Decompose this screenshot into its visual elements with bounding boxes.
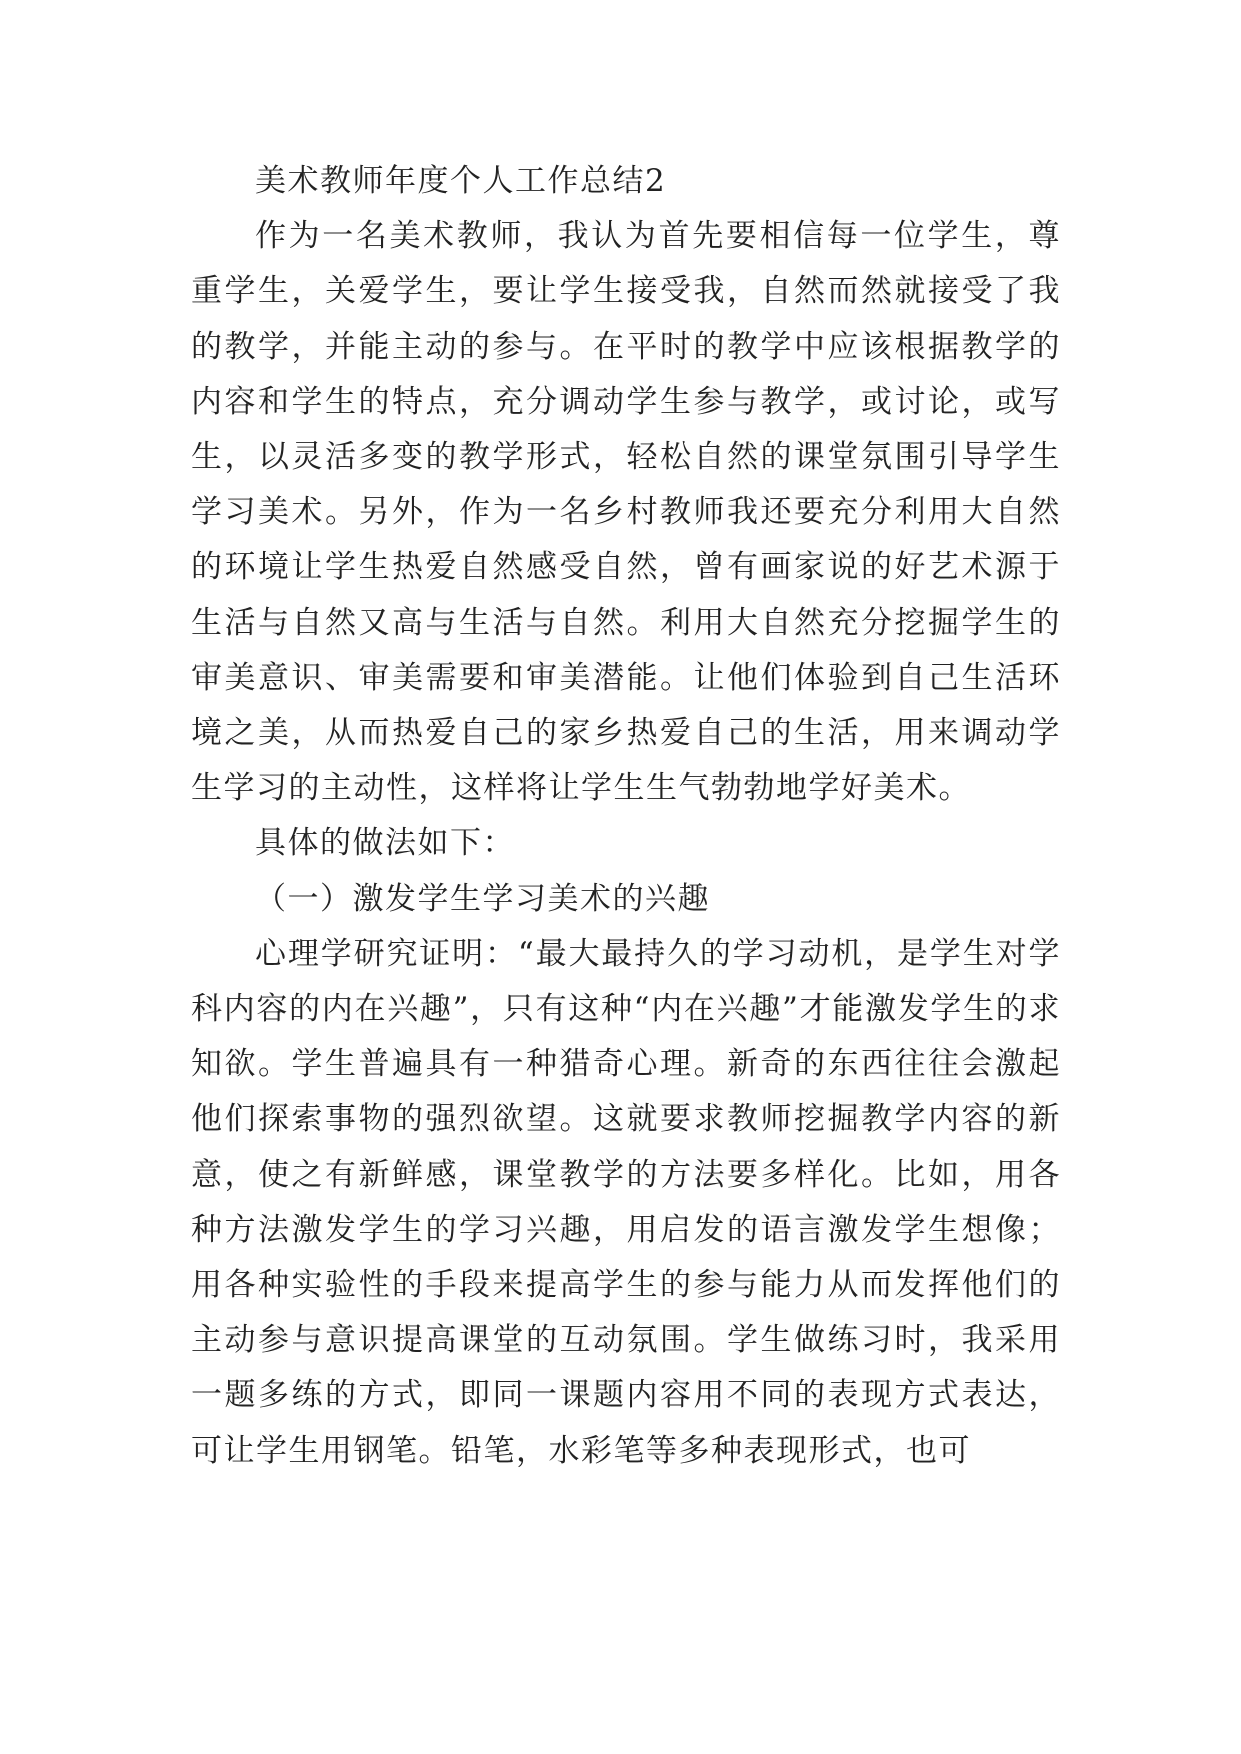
paragraph-interest: 心理学研究证明：“最大最持久的学习动机，是学生对学科内容的内在兴趣”，只有这种“内在兴趣”才能激发学生的求知欲。学生普遍具有一种猎奇心理。新奇的东西往往会激起他们探索事物的强烈欲望。这就要求教师挖掘教学内容的新意，使之有新鲜感，课堂教学的方法要多样化。比如，用各种方法激发学生的学习兴趣，用启发的语言激发学生想像；用各种实验性的手段来提高学生的参与能力从而发挥他们的主动参与意识提高课堂的互动氛围。学生做练习时，我采用一题多练的方式，即同一课题内容用不同的表现方式表达，可让学生用钢笔。铅笔，水彩笔等多种表现形式，也可 [191,935,1061,1469]
section-heading-1: （一）激发学生学习美术的兴趣 [255,880,710,917]
paragraph-method-intro: 具体的做法如下： [255,825,515,862]
document-title: 美术教师年度个人工作总结2 [255,163,667,199]
paragraph-intro: 作为一名美术教师，我认为首先要相信每一位学生，尊重学生，关爱学生，要让学生接受我，自然而然就接受了我的教学，并能主动的参与。在平时的教学中应该根据教学的内容和学生的特点，充分调动学生参与教学，或讨论，或写生，以灵活多变的教学形式，轻松自然的课堂氛围引导学生学习美术。另外，作为一名乡村教师我还要充分利用大自然的环境让学生热爱自然感受自然，曾有画家说的好艺术源于生活与自然又高与生活与自然。利用大自然充分挖掘学生的审美意识、审美需要和审美潜能。让他们体验到自己生活环境之美，从而热爱自己的家乡热爱自己的生活，用来调动学生学习的主动性，这样将让学生生气勃勃地学好美术。 [191,218,1061,807]
document-body [191,154,1061,1479]
